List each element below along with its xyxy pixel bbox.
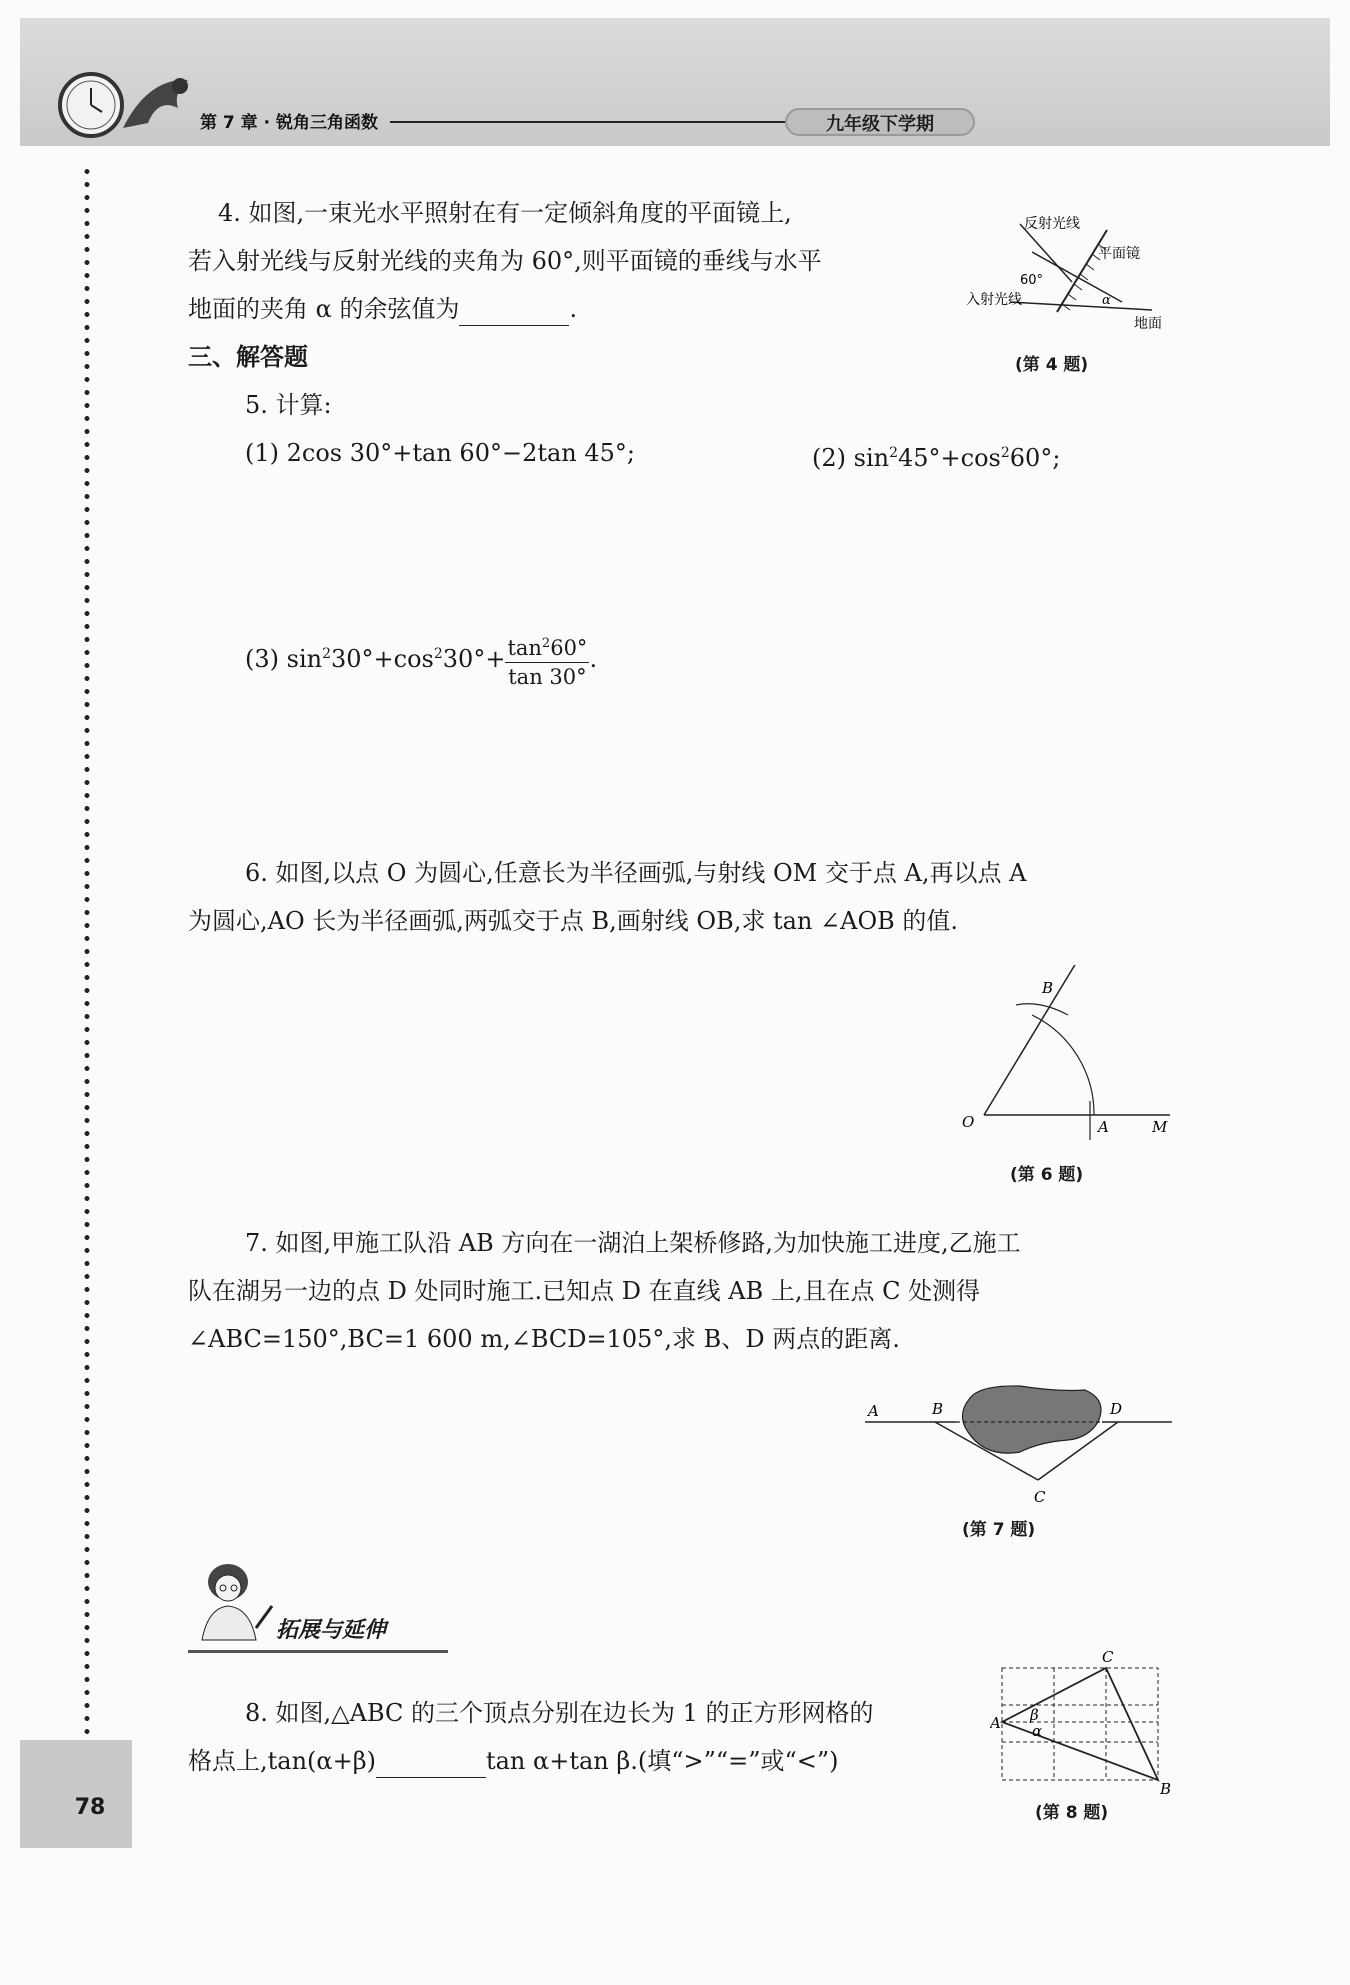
q6-caption: (第 6 题)	[1010, 1165, 1084, 1185]
q6-label-a: A	[1098, 1118, 1109, 1136]
q8-line2	[188, 1745, 839, 1778]
q4-line3-end: .	[569, 295, 578, 323]
q5-part2-c: 60°;	[1009, 444, 1061, 472]
q5-frac-den: tan 30°	[508, 665, 587, 689]
q8-triangle	[1002, 1668, 1158, 1780]
q5-part3-a: (3) sin	[245, 645, 323, 673]
q4-label-angle: 60°	[1020, 273, 1044, 288]
extension-underline	[188, 1650, 448, 1653]
q4-line3-text: 地面的夹角 α 的余弦值为	[188, 295, 460, 323]
q7-label-d: D	[1110, 1400, 1123, 1418]
q5-intro: 5. 计算:	[245, 391, 332, 419]
q5-part3-b: 30°+cos	[331, 645, 434, 673]
q6-ray-ob	[984, 965, 1076, 1115]
q4-label-mirror: 平面镜	[1098, 246, 1140, 262]
q4-line2: 若入射光线与反射光线的夹角为 60°,则平面镜的垂线与水平	[188, 247, 822, 275]
q8-label-alpha: α	[1032, 1722, 1043, 1740]
q7-line3: ∠ABC=150°,BC=1 600 m,∠BCD=105°,求 B、D 两点的距离.	[188, 1325, 900, 1353]
q8-label-c: C	[1102, 1650, 1114, 1666]
q8-line1: 8. 如图,△ABC 的三个顶点分别在边长为 1 的正方形网格的	[245, 1699, 874, 1727]
q8-grid	[1002, 1668, 1158, 1780]
q4-line1: 4. 如图,一束光水平照射在有一定倾斜角度的平面镜上,	[218, 199, 792, 227]
q8-label-b: B	[1160, 1780, 1172, 1798]
q5-frac-num-a: tan	[507, 636, 542, 660]
q5-part3	[245, 630, 597, 691]
teacher-illustration-icon	[188, 1558, 278, 1648]
q5-part2	[812, 437, 1060, 474]
dotted-margin	[84, 165, 90, 1735]
q6-arc-b	[1016, 1004, 1068, 1015]
q8-label-beta: β	[1030, 1706, 1039, 1724]
q8-label-a: A	[990, 1714, 1001, 1732]
runner-logo-icon	[118, 68, 198, 138]
q8-line2-a: 格点上,tan(α+β)	[188, 1747, 376, 1775]
q4-label-alpha: α	[1102, 293, 1111, 308]
extension-title: 拓展与延伸	[276, 1618, 387, 1643]
q7-line1: 7. 如图,甲施工队沿 AB 方向在一湖泊上架桥修路,为加快施工进度,乙施工	[245, 1229, 1021, 1257]
q8-caption: (第 8 题)	[1035, 1803, 1109, 1823]
q4-answer-blank	[459, 293, 569, 326]
q7-label-c: C	[1034, 1488, 1046, 1506]
q5-part2-sup2: 2	[1000, 445, 1010, 461]
q6-arc-a	[1032, 1015, 1094, 1115]
q4-label-incident: 入射光线	[966, 292, 1022, 308]
q5-part2-sup1: 2	[889, 445, 898, 461]
q7-label-a: A	[868, 1402, 879, 1420]
q6-label-b: B	[1042, 979, 1054, 997]
q6-figure	[960, 965, 1180, 1155]
q5-part3-sup1: 2	[322, 646, 331, 662]
q5-frac-num-b: 60°	[550, 636, 588, 660]
q4-ground-line	[1010, 302, 1152, 310]
q4-figure	[962, 212, 1182, 337]
q5-frac-sup: 2	[541, 636, 551, 651]
q6-line1: 6. 如图,以点 O 为圆心,任意长为半径画弧,与射线 OM 交于点 A,再以点 A	[245, 859, 1027, 887]
q5-part3-fraction	[505, 630, 589, 691]
q5-part2-a: (2) sin	[812, 444, 890, 472]
q7-label-b: B	[932, 1400, 944, 1418]
q5-part1: (1) 2cos 30°+tan 60°−2tan 45°;	[245, 439, 635, 467]
chapter-title: 第 7 章 · 锐角三角函数	[200, 113, 378, 133]
q4-mirror	[1057, 230, 1107, 312]
q7-caption: (第 7 题)	[962, 1520, 1036, 1540]
q8-figure	[990, 1650, 1180, 1800]
q6-label-m: M	[1152, 1118, 1168, 1136]
q5-part3-end: .	[589, 645, 598, 673]
q5-part2-b: 45°+cos	[898, 444, 1001, 472]
q5-part3-sup2: 2	[433, 646, 443, 662]
q4-label-ground: 地面	[1134, 316, 1162, 332]
grade-label: 九年级下学期	[826, 114, 934, 135]
q7-line2: 队在湖另一边的点 D 处同时施工.已知点 D 在直线 AB 上,且在点 C 处测得	[188, 1277, 981, 1305]
section-heading: 三、解答题	[188, 343, 308, 371]
q8-line2-b: tan α+tan β.(填“>”“=”或“<”)	[485, 1747, 839, 1775]
page-number-box	[20, 1740, 132, 1848]
page-number: 78	[74, 1795, 106, 1820]
q6-line2: 为圆心,AO 长为半径画弧,两弧交于点 B,画射线 OB,求 tan ∠AOB 的值.	[188, 907, 959, 935]
q5-part3-c: 30°+	[442, 645, 506, 673]
q7-figure	[860, 1380, 1180, 1510]
q4-caption: (第 4 题)	[1015, 355, 1089, 375]
q7-lake	[962, 1386, 1101, 1453]
q4-label-reflected: 反射光线	[1024, 216, 1080, 232]
q8-answer-blank	[376, 1745, 486, 1778]
q4-line3	[188, 293, 577, 326]
q6-label-o: O	[962, 1113, 975, 1131]
clock-logo-icon	[58, 72, 124, 138]
header-divider	[390, 121, 785, 123]
